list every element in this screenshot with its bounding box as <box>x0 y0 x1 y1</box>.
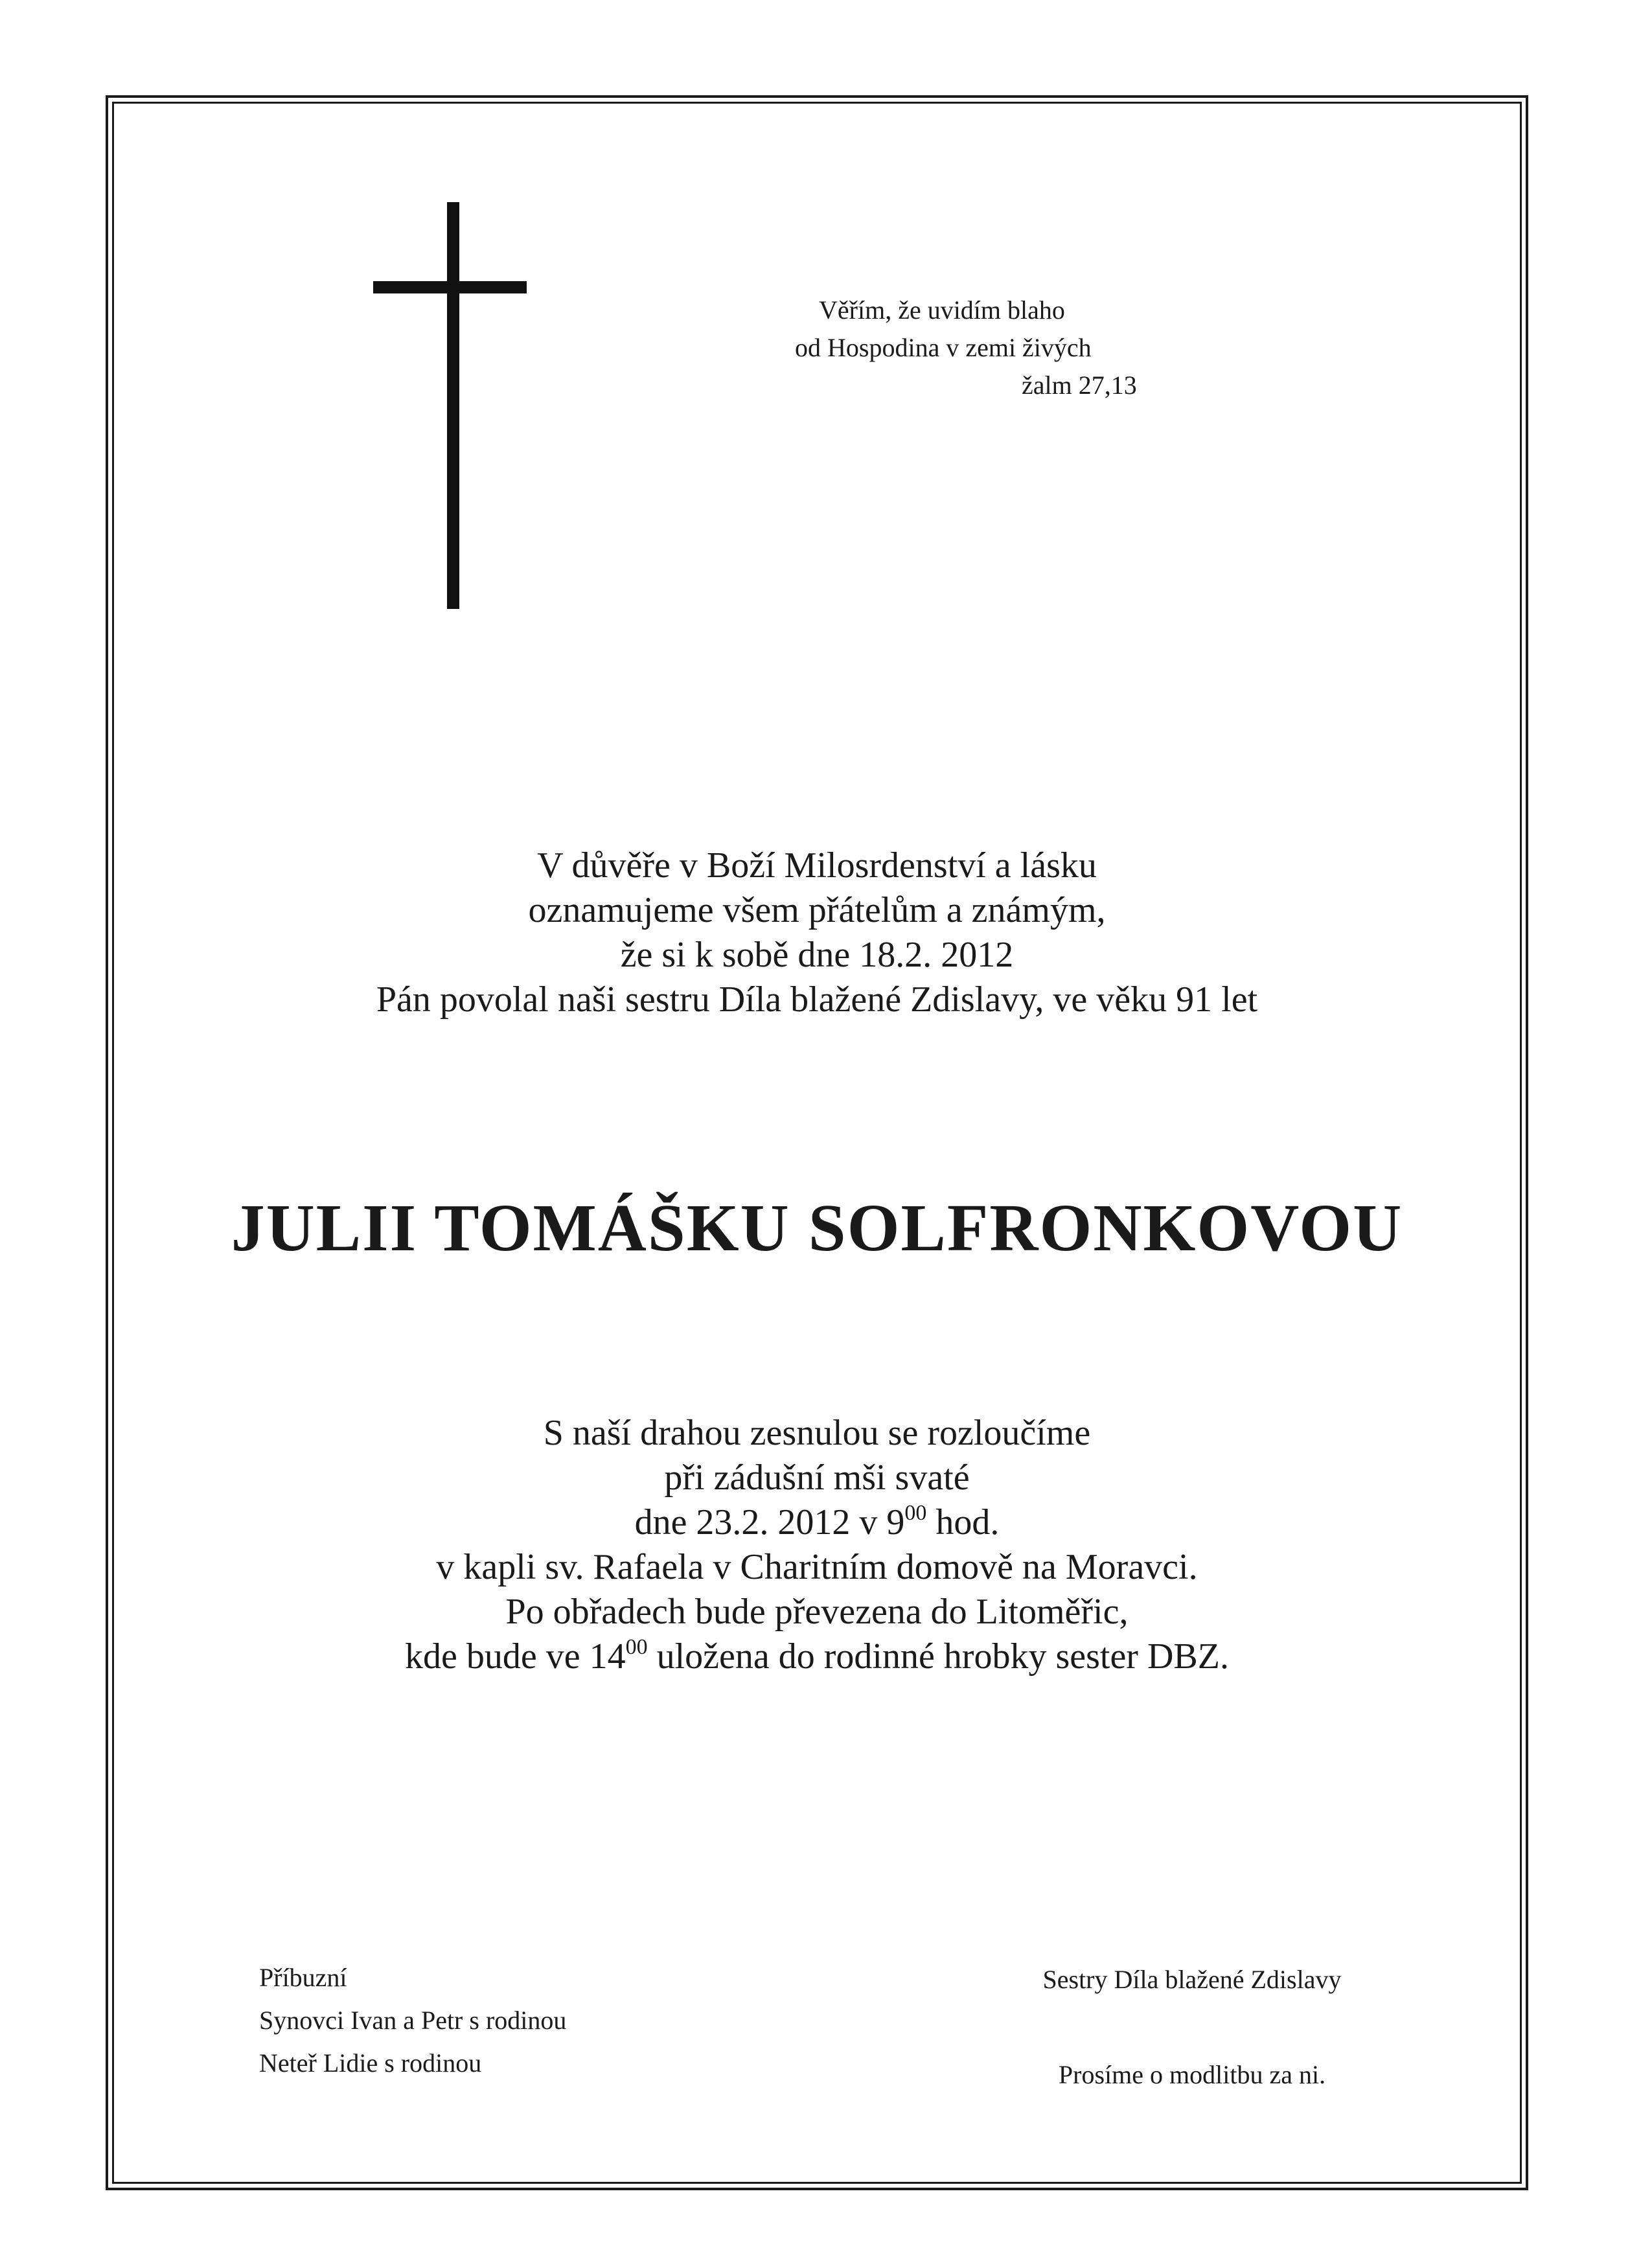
deceased-name: JULII TOMÁŠKU SOLFRONKOVOU <box>231 1191 1403 1265</box>
farewell-line-2: při zádušní mši svaté <box>664 1458 970 1498</box>
announcement-line-1: V důvěře v Boží Milosrdenství a lásku <box>537 845 1097 886</box>
announcement-line-3: že si k sobě dne 18.2. 2012 <box>620 935 1014 975</box>
cross-vertical-bar <box>447 202 459 609</box>
announcement-line-2: oznamujeme všem přátelům a známým, <box>528 890 1106 930</box>
farewell-line-6 <box>106 1634 1528 1679</box>
farewell-line-4: v kapli sv. Rafaela v Charitním domově na Moravci. <box>436 1547 1198 1587</box>
relatives-line-1: Synovci Ivan a Petr s rodinou <box>259 2006 567 2035</box>
inner-border <box>112 102 1522 2184</box>
farewell-line-3-text: dne 23.2. 2012 v 9 <box>634 1502 905 1542</box>
psalm-reference: žalm 27,13 <box>1022 371 1137 400</box>
farewell-line-3-suffix: hod. <box>926 1502 1000 1542</box>
prayer-request: Prosíme o modlitbu za ni. <box>1058 2060 1326 2089</box>
relatives-block <box>259 1956 566 2085</box>
farewell-line-6-time-sup: 00 <box>625 1635 648 1659</box>
sisters-block <box>933 1964 1451 2090</box>
relatives-line-2: Neteř Lidie s rodinou <box>259 2048 482 2078</box>
psalm-line-1: Věřím, že uvidím blaho <box>819 295 1065 325</box>
farewell-line-3-time-sup: 00 <box>904 1501 927 1525</box>
announcement <box>106 843 1528 1022</box>
farewell-details <box>106 1411 1528 1679</box>
relatives-heading: Příbuzní <box>259 1963 347 1992</box>
psalm-quote <box>764 292 1166 404</box>
farewell-line-3 <box>106 1500 1528 1545</box>
announcement-line-4: Pán povolal naši sestru Díla blažené Zdislavy, ve věku 91 let <box>376 979 1258 1020</box>
cross-horizontal-bar <box>373 281 527 293</box>
farewell-line-1: S naší drahou zesnulou se rozloučíme <box>543 1413 1091 1453</box>
farewell-line-5: Po obřadech bude převezena do Litoměřic, <box>505 1592 1129 1632</box>
sisters-line-1: Sestry Díla blažené Zdislavy <box>1042 1965 1342 1994</box>
farewell-line-6-text: kde bude ve 14 <box>405 1636 626 1677</box>
psalm-line-2: od Hospodina v zemi živých <box>795 333 1092 362</box>
farewell-line-6-suffix: uložena do rodinné hrobky sester DBZ. <box>647 1636 1229 1677</box>
